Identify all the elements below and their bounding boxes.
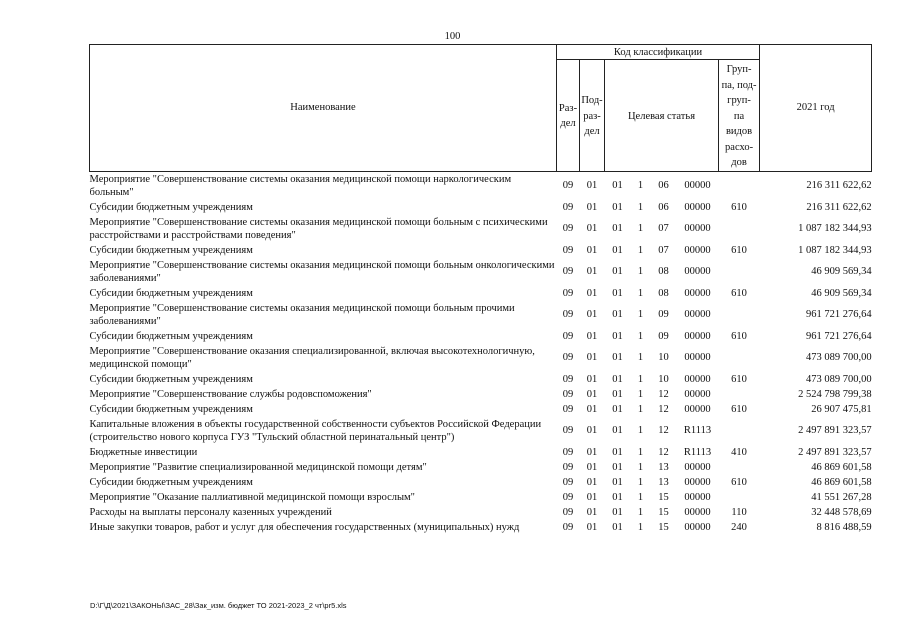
row-podrazdel: 01 — [586, 330, 598, 342]
row-razdel: 09 — [562, 223, 574, 234]
row-name: Бюджетные инвестиции — [89, 446, 198, 458]
row-podrazdel: 01 — [586, 388, 598, 400]
table-row — [90, 402, 872, 417]
table-row — [90, 329, 872, 344]
row-target-type: 1 — [637, 521, 644, 533]
row-target-type: 1 — [637, 491, 644, 503]
row-name: Расходы на выплаты персоналу казенных учреждений — [89, 506, 332, 518]
table-row — [90, 445, 872, 460]
row-target-event: 07 — [658, 223, 669, 234]
table-row — [90, 243, 872, 258]
header-razdel: Раз- дел — [557, 60, 580, 172]
table-row — [90, 417, 872, 445]
row-podrazdel: 01 — [586, 476, 598, 488]
row-razdel: 09 — [562, 309, 574, 320]
row-target-program: 01 — [612, 330, 623, 342]
row-podrazdel: 01 — [586, 373, 598, 385]
row-target-program: 01 — [612, 476, 623, 488]
row-amount: 473 089 700,00 — [805, 352, 872, 363]
row-amount: 961 721 276,64 — [805, 309, 872, 320]
row-target-direction: 00000 — [684, 506, 711, 518]
table-row — [90, 505, 872, 520]
row-podrazdel: 01 — [586, 521, 598, 533]
row-target-program: 01 — [612, 506, 623, 518]
row-expense-group: 610 — [731, 244, 747, 256]
row-amount: 2 497 891 323,57 — [798, 446, 872, 458]
row-podrazdel: 01 — [586, 180, 598, 191]
row-target-program: 01 — [612, 352, 623, 363]
row-target-type: 1 — [637, 201, 644, 213]
row-target-event: 08 — [658, 266, 669, 277]
row-target-event: 07 — [658, 244, 669, 256]
row-target-type: 1 — [637, 244, 644, 256]
table-row — [90, 344, 872, 372]
row-target-event: 10 — [658, 352, 669, 363]
row-target-type: 1 — [637, 403, 644, 415]
row-target-direction: 00000 — [684, 521, 711, 533]
row-target-direction: 00000 — [684, 476, 711, 488]
row-razdel: 09 — [562, 461, 574, 473]
row-expense-group — [719, 417, 760, 445]
row-name: Субсидии бюджетным учреждениям — [89, 287, 253, 299]
row-amount: 2 497 891 323,57 — [798, 425, 872, 436]
row-amount: 473 089 700,00 — [805, 373, 872, 385]
row-target-event: 15 — [658, 521, 669, 533]
row-target-event: 06 — [658, 201, 669, 213]
row-target-program: 01 — [612, 309, 623, 320]
row-podrazdel: 01 — [586, 446, 598, 458]
row-expense-group: 610 — [731, 403, 747, 415]
row-amount: 46 909 569,34 — [811, 266, 872, 277]
row-name: Субсидии бюджетным учреждениям — [89, 201, 253, 213]
row-podrazdel: 01 — [586, 352, 598, 363]
table-row — [90, 475, 872, 490]
table-row — [90, 215, 872, 243]
row-target-program: 01 — [612, 521, 623, 533]
row-razdel: 09 — [562, 244, 574, 256]
row-target-type: 1 — [637, 425, 644, 436]
row-target-program: 01 — [612, 244, 623, 256]
row-amount: 46 909 569,34 — [811, 287, 872, 299]
row-razdel: 09 — [562, 476, 574, 488]
row-podrazdel: 01 — [586, 309, 598, 320]
row-target-direction: R1113 — [683, 446, 712, 458]
row-expense-group: 610 — [731, 201, 747, 213]
row-target-program: 01 — [612, 287, 623, 299]
row-target-type: 1 — [637, 309, 644, 320]
table-row — [90, 171, 872, 200]
row-amount: 2 524 798 799,38 — [798, 388, 872, 400]
table-row — [90, 286, 872, 301]
row-amount: 46 869 601,58 — [811, 476, 872, 488]
row-target-type: 1 — [637, 266, 644, 277]
row-target-event: 09 — [658, 309, 669, 320]
row-target-direction: 00000 — [684, 373, 711, 385]
row-amount: 46 869 601,58 — [811, 461, 872, 473]
row-expense-group — [719, 301, 760, 329]
row-target-direction: 00000 — [684, 180, 711, 191]
row-amount: 1 087 182 344,93 — [798, 223, 872, 234]
row-amount: 961 721 276,64 — [805, 330, 872, 342]
row-name: Субсидии бюджетным учреждениям — [89, 330, 253, 342]
row-razdel: 09 — [562, 521, 574, 533]
table-row — [90, 200, 872, 215]
row-podrazdel: 01 — [586, 491, 598, 503]
header-group: Груп- па, под- груп- па видов расхо- дов — [719, 60, 760, 172]
row-expense-group — [719, 490, 760, 505]
row-amount: 41 551 267,28 — [811, 491, 872, 503]
row-target-type: 1 — [637, 373, 644, 385]
table-row — [90, 301, 872, 329]
row-target-event: 12 — [658, 446, 669, 458]
row-razdel: 09 — [562, 506, 574, 518]
row-target-direction: 00000 — [684, 266, 711, 277]
row-expense-group: 610 — [731, 476, 747, 488]
row-target-type: 1 — [637, 388, 644, 400]
row-amount: 8 816 488,59 — [816, 521, 872, 533]
row-razdel: 09 — [562, 266, 574, 277]
header-year: 2021 год — [760, 45, 872, 172]
row-target-direction: 00000 — [684, 287, 711, 299]
row-target-direction: 00000 — [684, 309, 711, 320]
row-expense-group — [719, 344, 760, 372]
row-target-event: 09 — [658, 330, 669, 342]
row-target-direction: 00000 — [684, 201, 711, 213]
row-podrazdel: 01 — [586, 287, 598, 299]
row-expense-group: 610 — [731, 373, 747, 385]
row-podrazdel: 01 — [586, 403, 598, 415]
row-target-direction: 00000 — [684, 223, 711, 234]
page-number: 100 — [444, 31, 461, 42]
row-podrazdel: 01 — [586, 201, 598, 213]
row-razdel: 09 — [562, 425, 574, 436]
row-target-program: 01 — [612, 266, 623, 277]
row-target-event: 10 — [658, 373, 669, 385]
header-target: Целевая статья — [605, 60, 719, 172]
row-target-program: 01 — [612, 403, 623, 415]
row-target-event: 15 — [658, 491, 669, 503]
row-expense-group — [719, 171, 760, 200]
row-razdel: 09 — [562, 287, 574, 299]
row-expense-group: 110 — [731, 506, 747, 518]
row-target-program: 01 — [612, 223, 623, 234]
row-podrazdel: 01 — [586, 425, 598, 436]
row-target-event: 06 — [658, 180, 669, 191]
table-row — [90, 460, 872, 475]
row-expense-group: 610 — [731, 330, 747, 342]
row-name: Субсидии бюджетным учреждениям — [89, 476, 253, 488]
row-target-program: 01 — [612, 180, 623, 191]
header-name: Наименование — [90, 45, 557, 172]
row-expense-group: 410 — [731, 446, 747, 458]
row-name: Мероприятие "Совершенствование службы родовспоможения" — [89, 388, 372, 400]
row-target-type: 1 — [637, 506, 644, 518]
header-podrazdel: Под- раз- дел — [580, 60, 605, 172]
row-target-direction: 00000 — [684, 352, 711, 363]
row-target-event: 15 — [658, 506, 669, 518]
row-target-direction: 00000 — [684, 461, 711, 473]
row-name: Капитальные вложения в объекты государственной собственности субъектов Российской Федерации (строительство нового корпуса ГУЗ "Тульский областной перинатальный центр") — [89, 418, 542, 443]
row-podrazdel: 01 — [586, 223, 598, 234]
row-target-program: 01 — [612, 388, 623, 400]
row-target-event: 13 — [658, 476, 669, 488]
row-target-program: 01 — [612, 373, 623, 385]
row-target-event: 12 — [658, 403, 669, 415]
row-target-type: 1 — [637, 352, 644, 363]
table-row — [90, 372, 872, 387]
row-target-event: 08 — [658, 287, 669, 299]
row-target-program: 01 — [612, 425, 623, 436]
header-code-group: Код классификации — [557, 45, 760, 60]
row-name: Субсидии бюджетным учреждениям — [89, 244, 253, 256]
row-amount: 26 907 475,81 — [811, 403, 872, 415]
row-target-program: 01 — [612, 491, 623, 503]
row-name: Субсидии бюджетным учреждениям — [89, 373, 253, 385]
row-name: Мероприятие "Совершенствование оказания специализированной, включая высокотехнологичную, медицинской помощи" — [89, 345, 535, 370]
row-target-event: 13 — [658, 461, 669, 473]
row-expense-group — [719, 387, 760, 402]
row-expense-group — [719, 258, 760, 286]
row-expense-group: 610 — [731, 287, 747, 299]
row-target-event: 12 — [658, 425, 669, 436]
row-amount: 216 311 622,62 — [806, 201, 872, 213]
row-amount: 216 311 622,62 — [806, 180, 872, 191]
row-expense-group — [719, 215, 760, 243]
row-target-type: 1 — [637, 180, 644, 191]
row-name: Мероприятие "Развитие специализированной медицинской помощи детям" — [89, 461, 427, 473]
row-razdel: 09 — [562, 352, 574, 363]
row-target-type: 1 — [637, 476, 644, 488]
row-razdel: 09 — [562, 388, 574, 400]
row-amount: 1 087 182 344,93 — [798, 244, 872, 256]
row-podrazdel: 01 — [586, 266, 598, 277]
row-target-direction: 00000 — [684, 244, 711, 256]
row-razdel: 09 — [562, 446, 574, 458]
row-target-direction: 00000 — [684, 491, 711, 503]
row-name: Иные закупки товаров, работ и услуг для обеспечения государственных (муниципальных) нужд — [89, 521, 520, 533]
row-name: Мероприятие "Совершенствование системы оказания медицинской помощи больным онкологическими заболеваниями" — [89, 259, 555, 284]
row-razdel: 09 — [562, 180, 574, 191]
row-amount: 32 448 578,69 — [811, 506, 872, 518]
table-row — [90, 520, 872, 535]
row-razdel: 09 — [562, 373, 574, 385]
row-target-type: 1 — [637, 330, 644, 342]
row-target-program: 01 — [612, 446, 623, 458]
row-target-program: 01 — [612, 461, 623, 473]
row-razdel: 09 — [562, 491, 574, 503]
row-name: Мероприятие "Совершенствование системы оказания медицинской помощи наркологическим больным" — [89, 173, 512, 198]
table-row — [90, 490, 872, 505]
row-podrazdel: 01 — [586, 461, 598, 473]
row-target-type: 1 — [637, 446, 644, 458]
row-target-direction: R1113 — [683, 425, 712, 436]
row-name: Мероприятие "Оказание паллиативной медицинской помощи взрослым" — [89, 491, 415, 503]
row-target-direction: 00000 — [684, 388, 711, 400]
row-expense-group — [719, 460, 760, 475]
table-row — [90, 387, 872, 402]
row-expense-group: 240 — [731, 521, 747, 533]
row-name: Субсидии бюджетным учреждениям — [89, 403, 253, 415]
row-razdel: 09 — [562, 403, 574, 415]
row-name: Мероприятие "Совершенствование системы оказания медицинской помощи больным с психическими расстройствами и расстройствами поведения" — [89, 216, 548, 241]
file-path-footer: D:\Г\Д\2021\ЗАКОНЫ\ЗАС_28\Зак_изм. бюджет ТО 2021-2023_2 чт\pr5.xls — [90, 601, 347, 610]
row-target-type: 1 — [637, 461, 644, 473]
row-podrazdel: 01 — [586, 244, 598, 256]
table-row — [90, 258, 872, 286]
row-target-direction: 00000 — [684, 330, 711, 342]
budget-table — [89, 44, 872, 535]
row-target-event: 12 — [658, 388, 669, 400]
row-razdel: 09 — [562, 201, 574, 213]
row-podrazdel: 01 — [586, 506, 598, 518]
row-name: Мероприятие "Совершенствование системы оказания медицинской помощи больным прочими заболеваниями" — [89, 302, 515, 327]
row-razdel: 09 — [562, 330, 574, 342]
row-target-type: 1 — [637, 287, 644, 299]
row-target-direction: 00000 — [684, 403, 711, 415]
row-target-type: 1 — [637, 223, 644, 234]
row-target-program: 01 — [612, 201, 623, 213]
table-body — [90, 171, 872, 535]
